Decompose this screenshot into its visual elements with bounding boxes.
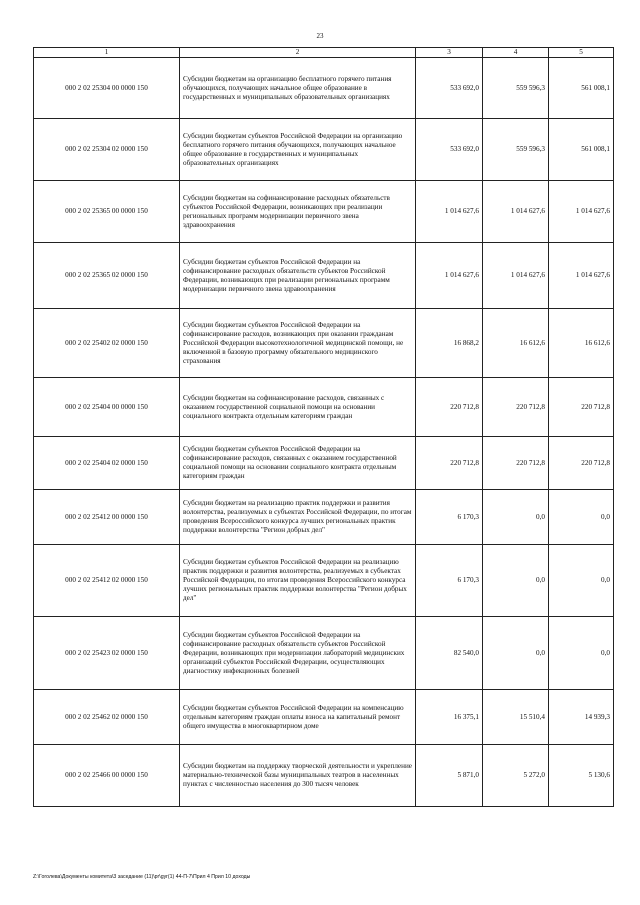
value-cell: 0,0	[549, 545, 614, 617]
value-cell: 15 510,4	[483, 690, 549, 745]
table-row	[34, 181, 614, 243]
value-cell: 561 008,1	[549, 119, 614, 181]
value-cell: 14 939,3	[549, 690, 614, 745]
value-cell: 5 130,6	[549, 745, 614, 807]
value-cell: 0,0	[549, 617, 614, 690]
value-cell: 1 014 627,6	[549, 181, 614, 243]
value-cell: 220 712,8	[416, 378, 483, 437]
value-cell: 220 712,8	[483, 437, 549, 490]
table-row	[34, 309, 614, 378]
budget-code-cell: 000 2 02 25402 02 0000 150	[34, 309, 180, 378]
description-cell: Субсидии бюджетам субъектов Российской Федерации на софинансирование расходных обязательств субъектов Российской Федерации, возникающих при модернизации лабораторий медицинских организаций субъектов Российской Федерации, осуществляющих диагностику инфекционных болезней	[180, 617, 416, 690]
value-cell: 559 596,3	[483, 58, 549, 119]
table-row	[34, 490, 614, 545]
value-cell: 1 014 627,6	[483, 243, 549, 309]
file-path-footer: Z:\Гоголева\Документы комитета\3 заседание (11)\pr\gyr(1) 44-П-7\Прил 4 Прил 10 доходы	[33, 874, 251, 880]
budget-code-cell: 000 2 02 25412 02 0000 150	[34, 545, 180, 617]
value-cell: 1 014 627,6	[549, 243, 614, 309]
table-row	[34, 545, 614, 617]
value-cell: 1 014 627,6	[416, 181, 483, 243]
value-cell: 0,0	[483, 545, 549, 617]
value-cell: 16 868,2	[416, 309, 483, 378]
value-cell: 220 712,8	[549, 378, 614, 437]
value-cell: 220 712,8	[416, 437, 483, 490]
description-cell: Субсидии бюджетам на софинансирование расходов, связанных с оказанием государственной социальной помощи на основании социального контракта отдельным категориям граждан	[180, 378, 416, 437]
value-cell: 533 692,0	[416, 58, 483, 119]
value-cell: 561 008,1	[549, 58, 614, 119]
page-number: 23	[316, 32, 324, 40]
budget-code-cell: 000 2 02 25423 02 0000 150	[34, 617, 180, 690]
description-cell: Субсидии бюджетам субъектов Российской Федерации на компенсацию отдельным категориям граждан оплаты взноса на капитальный ремонт общего имущества в многоквартирном доме	[180, 690, 416, 745]
value-cell: 16 612,6	[549, 309, 614, 378]
description-cell: Субсидии бюджетам на поддержку творческой деятельности и укрепление материально-технической базы муниципальных театров в населенных пунктах с численностью населения до 300 тысяч человек	[180, 745, 416, 807]
table-row	[34, 119, 614, 181]
value-cell: 533 692,0	[416, 119, 483, 181]
table-row	[34, 437, 614, 490]
column-header: 5	[549, 48, 614, 58]
budget-code-cell: 000 2 02 25404 02 0000 150	[34, 437, 180, 490]
table-row	[34, 58, 614, 119]
description-cell: Субсидии бюджетам на организацию бесплатного горячего питания обучающихся, получающих начальное общее образование в государственных и муниципальных образовательных организациях	[180, 58, 416, 119]
value-cell: 1 014 627,6	[416, 243, 483, 309]
value-cell: 16 612,6	[483, 309, 549, 378]
description-cell: Субсидии бюджетам субъектов Российской Федерации на софинансирование расходов, возникающих при оказании гражданам Российской Федерации высокотехнологичной медицинской помощи, не включенной в базовую программу обязательного медицинского страхования	[180, 309, 416, 378]
value-cell: 5 272,0	[483, 745, 549, 807]
column-header: 2	[180, 48, 416, 58]
column-header: 1	[34, 48, 180, 58]
budget-code-cell: 000 2 02 25466 00 0000 150	[34, 745, 180, 807]
table-row	[34, 690, 614, 745]
value-cell: 0,0	[549, 490, 614, 545]
value-cell: 0,0	[483, 490, 549, 545]
budget-code-cell: 000 2 02 25412 00 0000 150	[34, 490, 180, 545]
budget-code-cell: 000 2 02 25304 02 0000 150	[34, 119, 180, 181]
value-cell: 220 712,8	[549, 437, 614, 490]
description-cell: Субсидии бюджетам субъектов Российской Федерации на софинансирование расходных обязательств субъектов Российской Федерации, возникающих при реализации региональных программ модернизации первичного звена здравоохранения	[180, 243, 416, 309]
description-cell: Субсидии бюджетам на софинансирование расходных обязательств субъектов Российской Федерации, возникающих при реализации региональных программ модернизации первичного звена здравоохранения	[180, 181, 416, 243]
value-cell: 5 871,0	[416, 745, 483, 807]
column-header: 3	[416, 48, 483, 58]
table-row	[34, 745, 614, 807]
description-cell: Субсидии бюджетам субъектов Российской Федерации на софинансирование расходов, связанных с оказанием государственной социальной помощи на основании социального контракта отдельным категориям граждан	[180, 437, 416, 490]
column-header: 4	[483, 48, 549, 58]
value-cell: 559 596,3	[483, 119, 549, 181]
value-cell: 16 375,1	[416, 690, 483, 745]
description-cell: Субсидии бюджетам на реализацию практик поддержки и развития волонтерства, реализуемых в субъектах Российской Федерации, по итогам проведения Всероссийского конкурса лучших региональных практик поддержки волонтерства "Регион добрых дел"	[180, 490, 416, 545]
budget-code-cell: 000 2 02 25404 00 0000 150	[34, 378, 180, 437]
description-cell: Субсидии бюджетам субъектов Российской Федерации на организацию бесплатного горячего питания обучающихся, получающих начальное общее образование в государственных и муниципальных образовательных организациях	[180, 119, 416, 181]
value-cell: 220 712,8	[483, 378, 549, 437]
value-cell: 0,0	[483, 617, 549, 690]
value-cell: 6 170,3	[416, 545, 483, 617]
value-cell: 1 014 627,6	[483, 181, 549, 243]
table-row	[34, 243, 614, 309]
budget-code-cell: 000 2 02 25304 00 0000 150	[34, 58, 180, 119]
budget-code-cell: 000 2 02 25365 00 0000 150	[34, 181, 180, 243]
table-row	[34, 378, 614, 437]
budget-code-cell: 000 2 02 25365 02 0000 150	[34, 243, 180, 309]
income-table	[33, 47, 614, 807]
column-number-row	[34, 48, 614, 58]
description-cell: Субсидии бюджетам субъектов Российской Федерации на реализацию практик поддержки и развития волонтерства, реализуемых в субъектах Российской Федерации, по итогам проведения Всероссийского конкурса лучших региональных практик поддержки волонтерства "Регион добрых дел"	[180, 545, 416, 617]
value-cell: 82 540,0	[416, 617, 483, 690]
budget-code-cell: 000 2 02 25462 02 0000 150	[34, 690, 180, 745]
value-cell: 6 170,3	[416, 490, 483, 545]
table-row	[34, 617, 614, 690]
